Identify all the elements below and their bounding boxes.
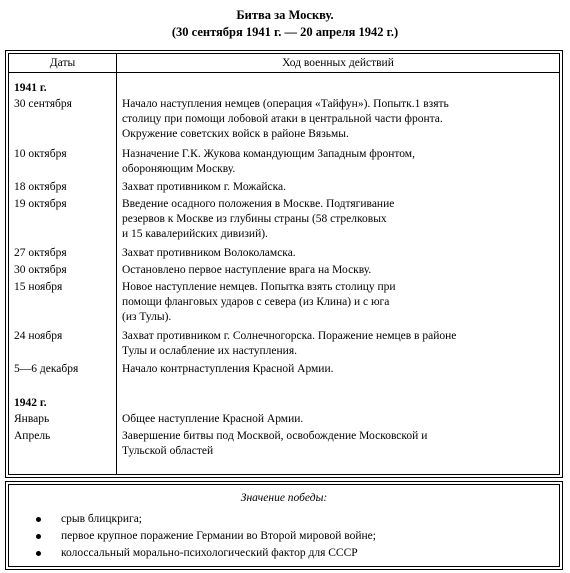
year-label-1942: 1942 г. xyxy=(14,397,47,409)
bullet-icon xyxy=(36,534,41,539)
event-line: Начало контрнаступления Красной Армии. xyxy=(122,363,334,375)
event-line: Тулы и ослабление их наступления. xyxy=(122,345,297,357)
header-dates: Даты xyxy=(49,57,76,69)
event-line: Начало наступления немцев (операция «Тайфун»). Попытк.1 взять xyxy=(122,98,449,110)
significance-title: Значение победы: xyxy=(240,492,328,504)
event-line: столицу при помощи лобовой атаки в центральной части фронта. xyxy=(122,113,443,125)
document-title: Битва за Москву. xyxy=(236,8,334,22)
list-item-text: колоссальный морально-психологический фактор для СССР xyxy=(61,547,358,559)
table-row-date: 10 октября xyxy=(14,148,67,160)
table-row-event xyxy=(122,246,562,261)
table-row-event xyxy=(122,412,562,427)
table-row-date: Апрель xyxy=(14,430,51,442)
event-line: Завершение битвы под Москвой, освобождение Московской и xyxy=(122,430,428,442)
event-line: Захват противником Волоколамска. xyxy=(122,247,296,259)
table-row-date: 15 ноября xyxy=(14,281,63,293)
year-label-1941: 1941 г. xyxy=(14,82,47,94)
event-line: Введение осадного положения в Москве. Подтягивание xyxy=(122,198,395,210)
table-row-date: 18 октября xyxy=(14,181,67,193)
event-line: Остановлено первое наступление врага на Москву. xyxy=(122,264,372,276)
event-line: обороняющим Москву. xyxy=(122,163,236,175)
header-divider xyxy=(9,72,559,73)
event-line: Назначение Г.К. Жукова командующим Западным фронтом, xyxy=(122,148,415,160)
table-row-event xyxy=(122,263,562,278)
table-row-event xyxy=(122,197,562,242)
event-line: Тульской областей xyxy=(122,445,214,457)
table-row-event xyxy=(122,329,562,359)
event-line: Окружение советских войск в районе Вязьмы. xyxy=(122,128,349,140)
events-table xyxy=(5,50,563,478)
table-row-date: 24 ноября xyxy=(14,330,63,342)
event-line: Общее наступление Красной Армии. xyxy=(122,413,304,425)
event-line: Захват противником г. Солнечногорска. Поражение немцев в районе xyxy=(122,330,457,342)
table-row-event xyxy=(122,429,562,459)
list-item-text: первое крупное поражение Германии во Второй мировой войне; xyxy=(61,530,376,542)
document-subtitle: (30 сентября 1941 г. — 20 апреля 1942 г.) xyxy=(171,25,399,39)
table-row-date: 19 октября xyxy=(14,198,67,210)
table-row-date: 27 октября xyxy=(14,247,67,259)
table-row-event xyxy=(122,362,562,377)
table-row-date: 5—6 декабря xyxy=(14,363,79,375)
table-row-event xyxy=(122,180,562,195)
event-line: Захват противником г. Можайска. xyxy=(122,181,286,193)
table-row-date: 30 октября xyxy=(14,264,67,276)
table-row-event xyxy=(122,280,562,325)
bullet-icon xyxy=(36,551,41,556)
table-row-date: Январь xyxy=(14,413,50,425)
table-row-event xyxy=(122,147,562,177)
event-line: и 15 кавалерийских дивизий). xyxy=(122,228,268,240)
event-line: Новое наступление немцев. Попытка взять столицу при xyxy=(122,281,396,293)
bullet-icon xyxy=(36,517,41,522)
list-item-text: срыв блицкрига; xyxy=(61,513,143,525)
event-line: резервов к Москве из глубины страны (58 стрелковых xyxy=(122,213,387,225)
event-line: (из Тулы). xyxy=(122,311,172,323)
significance-box-inner xyxy=(8,484,560,567)
table-row-date: 30 сентября xyxy=(14,98,72,110)
header-events: Ход военных действий xyxy=(282,57,394,69)
significance-box xyxy=(5,481,563,570)
column-divider xyxy=(116,54,117,474)
event-line: помощи фланговых ударов с севера (из Клина) и с юга xyxy=(122,296,390,308)
table-row-event xyxy=(122,97,562,142)
events-table-inner xyxy=(8,53,560,475)
